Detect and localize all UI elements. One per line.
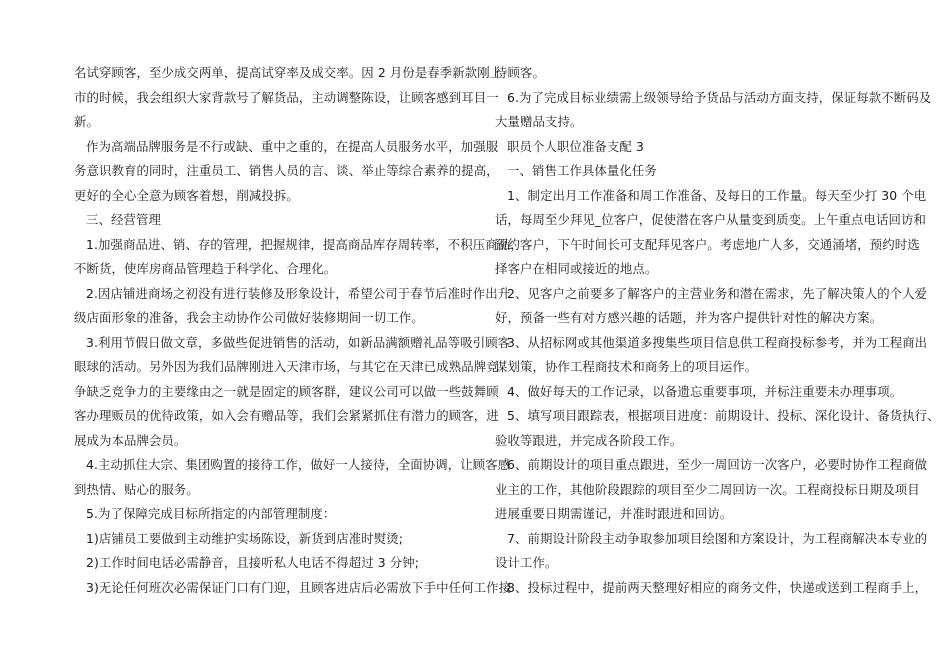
text-line: 三、经营管理	[86, 212, 161, 227]
text-line: 2)工作时间电话必需静音，且接听私人电话不得超过 3 分钟;	[86, 555, 420, 570]
text-line: 1、制定出月工作准备和周工作准备、及每日的工作量。每天至少打 30 个电	[507, 187, 927, 203]
text-line: 客办理贩员的优待政策，如入会有赠品等，我们会紧紧抓住有潜力的顾客，进	[74, 408, 499, 423]
text-line: 不断货，使库房商品管理趋于科学化、合理化。	[74, 261, 337, 276]
text-line: 4、做好每天的工作记录，以备遗忘重要事项，并标注重要未办理事项。	[507, 383, 903, 399]
text-line: 新。	[74, 114, 99, 129]
text-line: 5.为了保障完成目标所指定的内部管理制度：	[86, 506, 336, 521]
text-line: 5、填写项目跟踪表，根据项目进度：前期设计、投标、深化设计、备货执行、	[507, 408, 940, 423]
text-line: 眼球的活动。另外因为我们品牌刚进入天津市场，与其它在天津已成熟品牌竞	[74, 359, 499, 374]
text-line: 话，每周至少拜见_位客户，促使潜在客户从量变到质变。上午重点电话回访和	[495, 212, 926, 227]
text-line: 业主的工作，其他阶段跟踪的项目至少二周回访一次。工程商投标日期及项目	[495, 481, 920, 497]
text-line: 1)店铺员工要做到主动维护实场陈设，新货到店准时熨烫;	[86, 530, 403, 546]
text-line: 名试穿顾客，至少成交两单，提高试穿率及成交率。因 2 月份是春季新款刚上	[74, 65, 503, 80]
text-line: 一、销售工作具体量化任务	[507, 163, 657, 178]
text-line: 验收等跟进，并完成各阶段工作。	[495, 432, 683, 448]
text-line: 6、前期设计的项目重点跟进，至少一周回访一次客户，必要时协作工程商做	[507, 457, 928, 472]
text-line: 级店面形象的准备，我会主动协作公司做好装修期间一切工作。	[74, 310, 424, 325]
text-line: 职员个人职位准备支配 3	[507, 138, 644, 154]
text-line: 3)无论任何班次必需保证门口有门迎，且顾客进店后必需放下手中任何工作接	[86, 579, 512, 595]
text-line: 7、前期设计阶段主动争取参加项目绘图和方案设计，为工程商解决本专业的	[507, 530, 928, 546]
text-line: 8、投标过程中，提前两天整理好相应的商务文件，快递或送到工程商手上，	[507, 579, 928, 595]
right-text-column	[495, 61, 940, 600]
text-line: 1.加强商品进、销、存的管理，把握规律，提高商品库存周转率，不积压商品，	[86, 236, 523, 252]
text-line: 市的时候，我会组织大家背款号了解货品，主动调整陈设，让顾客感到耳目一	[74, 89, 499, 105]
text-line: 2.因店铺进商场之初没有进行装修及形象设计，希望公司于春节后准时作出升	[86, 285, 511, 301]
text-line: 择客户在相同或接近的地点。	[495, 261, 658, 276]
text-line: 6.为了完成目标业绩需上级领导给予货品与活动方面支持，保证每款不断码及	[507, 89, 932, 105]
text-line: 争缺乏竞争力的主要缘由之一就是固定的顾客群，建议公司可以做一些鼓舞顾	[74, 383, 499, 399]
text-line: 3、从招标网或其他渠道多搜集些项目信息供工程商投标参考，并为工程商出	[507, 334, 928, 350]
text-line: 更好的全心全意为顾客着想，削减投拆。	[74, 187, 299, 203]
text-line: 谋划策，协作工程商技术和商务上的项目运作。	[495, 359, 758, 374]
text-line: 作为高端品牌服务是不行或缺、重中之重的，在提高人员服务水平，加强服	[86, 138, 499, 154]
text-line: 预约客户，下午时间长可支配拜见客户。考虑地广人多，交通涌堵，预约时选	[495, 236, 920, 252]
text-line: 大量赠品支持。	[495, 114, 583, 129]
text-line: 务意识教育的同时，注重员工、销售人员的言、谈、举止等综合素养的提高，	[74, 163, 499, 178]
text-line: 进展重要日期需谨记，并准时跟进和回访。	[495, 506, 733, 521]
text-line: 好，预备一些有对方感兴趣的话题，并为客户提供针对性的解决方案。	[495, 310, 883, 325]
text-line: 4.主动抓住大宗、集团购置的接待工作，做好一人接待，全面协调，让顾客感	[86, 457, 511, 472]
text-line: 设计工作。	[495, 555, 558, 570]
text-line: 到热情、贴心的服务。	[74, 481, 199, 497]
text-line: 2、见客户之前要多了解客户的主营业务和潜在需求，先了解决策人的个人爱	[507, 285, 928, 301]
text-line: 3.利用节假日做文章，多做些促进销售的活动，如新品满额赠礼品等吸引顾客	[86, 334, 511, 350]
text-line: 待顾客。	[495, 65, 545, 80]
text-line: 展成为本品牌会员。	[74, 432, 187, 448]
